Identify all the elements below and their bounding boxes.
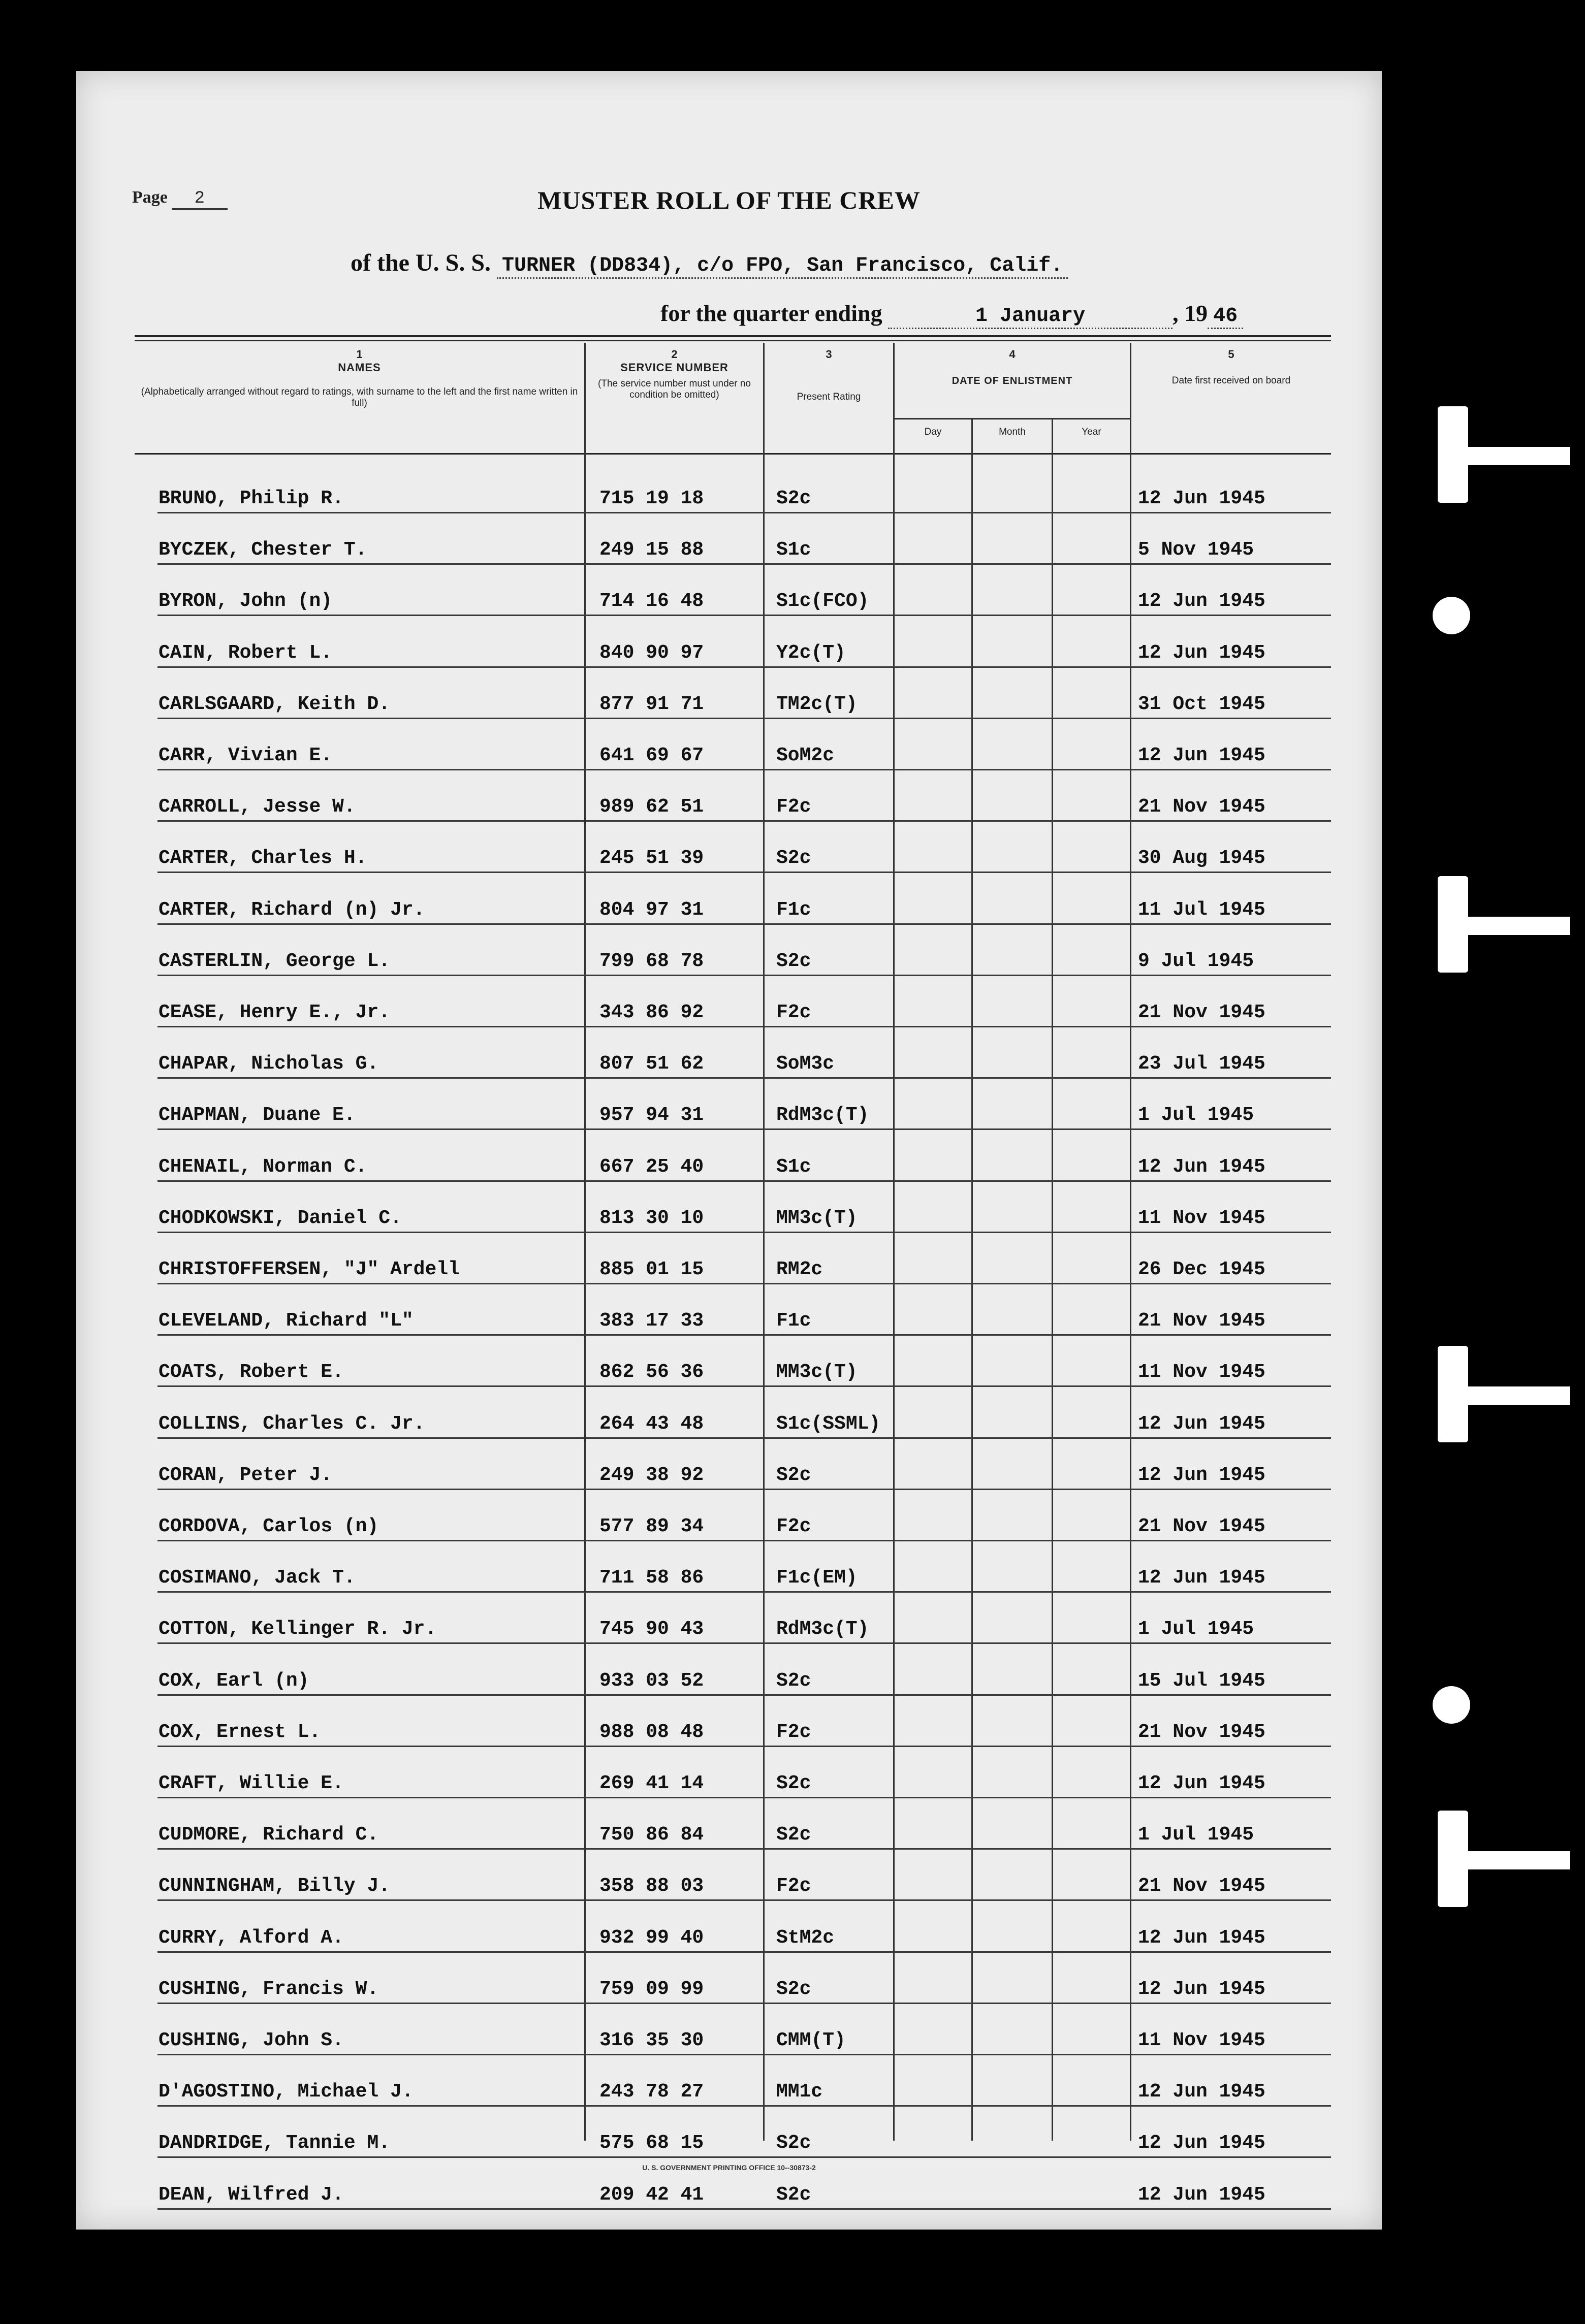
col-header-received: [1131, 348, 1331, 386]
col-title: DATE OF ENLISTMENT: [952, 375, 1073, 386]
page-number: 2: [172, 189, 228, 210]
service-number: 245 51 39: [599, 847, 704, 869]
table-row: [76, 1233, 1382, 1284]
present-rating: RdM3c(T): [776, 1104, 869, 1126]
year-suffix: 46: [1208, 305, 1243, 329]
crew-name: BYCZEK, Chester T.: [158, 539, 367, 561]
present-rating: F2c: [776, 1515, 811, 1537]
ship-name: TURNER (DD834), c/o FPO, San Francisco, Calif.: [497, 254, 1068, 279]
crew-name: COSIMANO, Jack T.: [158, 1567, 356, 1589]
crew-name: CUDMORE, Richard C.: [158, 1824, 379, 1846]
service-number: 316 35 30: [599, 2029, 704, 2051]
date-received: 21 Nov 1945: [1138, 1515, 1265, 1537]
table-row: [76, 1644, 1382, 1696]
crew-name: COATS, Robert E.: [158, 1361, 344, 1383]
table-row: [76, 1696, 1382, 1747]
col-header-service: [586, 348, 763, 401]
service-number: 209 42 41: [599, 2183, 704, 2206]
service-number: 804 97 31: [599, 898, 704, 921]
crew-name: CUNNINGHAM, Billy J.: [158, 1875, 391, 1897]
quarter-date: 1 January: [888, 305, 1172, 329]
printer-footer: U. S. GOVERNMENT PRINTING OFFICE 10--30873-2: [642, 2164, 816, 2172]
quarter-label: for the quarter ending: [660, 300, 882, 326]
service-number: 813 30 10: [599, 1207, 704, 1229]
crew-name: CARROLL, Jesse W.: [158, 796, 356, 818]
service-number: 799 68 78: [599, 950, 704, 972]
present-rating: MM3c(T): [776, 1361, 858, 1383]
crew-name: BRUNO, Philip R.: [158, 488, 344, 509]
table-row: [76, 1027, 1382, 1079]
service-number: 269 41 14: [599, 1772, 704, 1794]
service-number: 862 56 36: [599, 1361, 704, 1383]
punch-hole: [1433, 597, 1470, 634]
present-rating: SoM3c: [776, 1053, 835, 1075]
date-received: 12 Jun 1945: [1138, 1978, 1265, 2000]
crew-name: CHENAIL, Norman C.: [158, 1155, 367, 1178]
col-number: 4: [1009, 348, 1016, 361]
crew-name: CHAPMAN, Duane E.: [158, 1104, 356, 1126]
quarter-line: [660, 300, 1243, 329]
present-rating: RM2c: [776, 1258, 823, 1280]
col-number: 2: [671, 348, 678, 361]
present-rating: S2c: [776, 1772, 811, 1794]
service-number: 745 90 43: [599, 1618, 704, 1640]
crew-name: CUSHING, Francis W.: [158, 1978, 379, 2000]
date-received: 21 Nov 1945: [1138, 1721, 1265, 1743]
table-row: [76, 513, 1382, 565]
enlistment-subrule: [893, 418, 1130, 419]
table-row: [76, 822, 1382, 873]
present-rating: S1c: [776, 539, 811, 561]
service-number: 714 16 48: [599, 590, 704, 612]
date-received: 21 Nov 1945: [1138, 1002, 1265, 1023]
table-row: [76, 565, 1382, 616]
present-rating: MM3c(T): [776, 1207, 858, 1229]
crew-name: COLLINS, Charles C. Jr.: [158, 1412, 425, 1435]
ship-prefix: of the U. S. S.: [351, 249, 491, 276]
present-rating: Y2c(T): [776, 641, 846, 664]
present-rating: S2c: [776, 2183, 811, 2206]
table-row: [76, 2055, 1382, 2107]
ship-line: [351, 249, 1068, 277]
service-number: 667 25 40: [599, 1155, 704, 1178]
present-rating: S2c: [776, 1669, 811, 1692]
header-rule-bottom: [135, 453, 1331, 455]
present-rating: S2c: [776, 2132, 811, 2154]
crew-name: COX, Earl (n): [158, 1669, 309, 1692]
service-number: 358 88 03: [599, 1875, 704, 1897]
date-received: 21 Nov 1945: [1138, 1310, 1265, 1332]
col-subtitle: Month: [999, 427, 1026, 437]
table-row: [76, 617, 1382, 668]
service-number: 264 43 48: [599, 1412, 704, 1435]
table-row: [76, 668, 1382, 719]
service-number: 957 94 31: [599, 1104, 704, 1126]
col-title: SERVICE NUMBER: [620, 361, 728, 374]
present-rating: F2c: [776, 796, 811, 818]
table-row: [76, 462, 1382, 513]
present-rating: SoM2c: [776, 745, 835, 766]
present-rating: F1c: [776, 898, 811, 921]
date-received: 1 Jul 1945: [1138, 1824, 1254, 1846]
date-received: 5 Nov 1945: [1138, 539, 1254, 561]
punch-hole: [1433, 1686, 1470, 1724]
col-title: Date first received on board: [1171, 375, 1291, 386]
date-received: 12 Jun 1945: [1138, 1772, 1265, 1794]
service-number: 759 09 99: [599, 1978, 704, 2000]
table-row: [76, 1079, 1382, 1130]
crew-name: CURRY, Alford A.: [158, 1926, 344, 1949]
crew-name: DANDRIDGE, Tannie M.: [158, 2132, 391, 2154]
binder-tab-stem: [1463, 917, 1570, 935]
table-row: [76, 1953, 1382, 2004]
present-rating: F2c: [776, 1721, 811, 1743]
col-title: NAMES: [338, 361, 381, 374]
present-rating: S2c: [776, 488, 811, 509]
date-received: 21 Nov 1945: [1138, 1875, 1265, 1897]
crew-name: CHAPAR, Nicholas G.: [158, 1053, 379, 1075]
table-row: [76, 2107, 1382, 2158]
table-row: [76, 1798, 1382, 1850]
crew-name: CRAFT, Willie E.: [158, 1772, 344, 1794]
date-received: 12 Jun 1945: [1138, 1567, 1265, 1589]
date-received: 11 Jul 1945: [1138, 898, 1265, 921]
date-received: 12 Jun 1945: [1138, 1464, 1265, 1486]
table-row: [76, 1593, 1382, 1644]
service-number: 988 08 48: [599, 1721, 704, 1743]
binder-tab-stem: [1463, 1386, 1570, 1405]
crew-name: CORAN, Peter J.: [158, 1464, 333, 1486]
col-subtitle: Day: [924, 427, 942, 437]
present-rating: S2c: [776, 950, 811, 972]
table-row: [76, 976, 1382, 1027]
col-header-names: [135, 348, 584, 409]
date-received: 1 Jul 1945: [1138, 1104, 1254, 1126]
date-received: 12 Jun 1945: [1138, 590, 1265, 612]
crew-name: CARR, Vivian E.: [158, 745, 333, 766]
crew-name: BYRON, John (n): [158, 590, 333, 612]
present-rating: F1c: [776, 1310, 811, 1332]
service-number: 750 86 84: [599, 1824, 704, 1846]
date-received: 12 Jun 1945: [1138, 1155, 1265, 1178]
crew-name: CLEVELAND, Richard "L": [158, 1310, 414, 1332]
present-rating: RdM3c(T): [776, 1618, 869, 1640]
col-number: 3: [826, 348, 832, 361]
present-rating: F1c(EM): [776, 1567, 858, 1589]
crew-name: CUSHING, John S.: [158, 2029, 344, 2051]
col-header-day: [895, 427, 971, 438]
table-row: [76, 925, 1382, 976]
crew-name: CASTERLIN, George L.: [158, 950, 391, 972]
year-prefix: , 19: [1172, 300, 1208, 326]
service-number: 641 69 67: [599, 745, 704, 766]
date-received: 12 Jun 1945: [1138, 641, 1265, 664]
service-number: 577 89 34: [599, 1515, 704, 1537]
date-received: 9 Jul 1945: [1138, 950, 1254, 972]
service-number: 807 51 62: [599, 1053, 704, 1075]
col-number: 1: [356, 348, 363, 361]
col-header-month: [973, 427, 1052, 438]
date-received: 11 Nov 1945: [1138, 1207, 1265, 1229]
service-number: 249 15 88: [599, 539, 704, 561]
crew-name: D'AGOSTINO, Michael J.: [158, 2081, 414, 2103]
col-note: (The service number must under no condition be omitted): [598, 378, 751, 400]
col-title: Present Rating: [797, 392, 861, 402]
service-number: 575 68 15: [599, 2132, 704, 2154]
service-number: 343 86 92: [599, 1002, 704, 1023]
date-received: 12 Jun 1945: [1138, 488, 1265, 509]
date-received: 26 Dec 1945: [1138, 1258, 1265, 1280]
crew-name: CEASE, Henry E., Jr.: [158, 1002, 391, 1023]
service-number: 933 03 52: [599, 1669, 704, 1692]
table-row: [76, 2004, 1382, 2055]
page-title: [76, 185, 1382, 215]
present-rating: MM1c: [776, 2081, 823, 2103]
present-rating: S2c: [776, 1464, 811, 1486]
col-header-enlistment: [895, 348, 1130, 387]
col-number: 5: [1228, 348, 1234, 361]
crew-name: CHODKOWSKI, Daniel C.: [158, 1207, 402, 1229]
present-rating: S1c(FCO): [776, 590, 869, 612]
document-page: [76, 71, 1382, 2230]
table-row: [76, 1901, 1382, 1953]
crew-name: CARTER, Charles H.: [158, 847, 367, 869]
table-row: [76, 1336, 1382, 1387]
date-received: 11 Nov 1945: [1138, 1361, 1265, 1383]
present-rating: S2c: [776, 847, 811, 869]
col-header-rating: [765, 348, 893, 403]
service-number: 885 01 15: [599, 1258, 704, 1280]
service-number: 989 62 51: [599, 796, 704, 818]
date-received: 12 Jun 1945: [1138, 745, 1265, 766]
date-received: 12 Jun 1945: [1138, 2183, 1265, 2206]
present-rating: F2c: [776, 1002, 811, 1023]
table-row: [76, 874, 1382, 925]
present-rating: S2c: [776, 1978, 811, 2000]
col-subtitle: Year: [1082, 427, 1101, 437]
present-rating: S2c: [776, 1824, 811, 1846]
service-number: 715 19 18: [599, 488, 704, 509]
service-number: 383 17 33: [599, 1310, 704, 1332]
date-received: 31 Oct 1945: [1138, 693, 1265, 715]
date-received: 21 Nov 1945: [1138, 796, 1265, 818]
crew-name: CORDOVA, Carlos (n): [158, 1515, 379, 1537]
service-number: 249 38 92: [599, 1464, 704, 1486]
table-row: [76, 770, 1382, 822]
service-number: 711 58 86: [599, 1567, 704, 1589]
crew-name: CHRISTOFFERSEN, "J" Ardell: [158, 1258, 460, 1280]
date-received: 23 Jul 1945: [1138, 1053, 1265, 1075]
table-row: [76, 1284, 1382, 1336]
service-number: 932 99 40: [599, 1926, 704, 1949]
date-received: 1 Jul 1945: [1138, 1618, 1254, 1640]
crew-name: COTTON, Kellinger R. Jr.: [158, 1618, 437, 1640]
date-received: 12 Jun 1945: [1138, 1412, 1265, 1435]
binder-tab-stem: [1463, 447, 1570, 465]
crew-name: CARLSGAARD, Keith D.: [158, 693, 391, 715]
table-row: [76, 1387, 1382, 1439]
table-row: [76, 1490, 1382, 1541]
present-rating: S1c: [776, 1155, 811, 1178]
crew-name: COX, Ernest L.: [158, 1721, 321, 1743]
date-received: 11 Nov 1945: [1138, 2029, 1265, 2051]
present-rating: F2c: [776, 1875, 811, 1897]
service-number: 877 91 71: [599, 693, 704, 715]
date-received: 15 Jul 1945: [1138, 1669, 1265, 1692]
table-row: [76, 1131, 1382, 1182]
date-received: 12 Jun 1945: [1138, 1926, 1265, 1949]
service-number: 243 78 27: [599, 2081, 704, 2103]
service-number: 840 90 97: [599, 641, 704, 664]
title-text: MUSTER ROLL OF THE CREW: [537, 186, 921, 214]
present-rating: TM2c(T): [776, 693, 858, 715]
row-rule: [157, 2208, 1331, 2210]
col-note: (Alphabetically arranged without regard to ratings, with surname to the left and the first name written in full): [141, 386, 578, 408]
table-row: [76, 1439, 1382, 1490]
date-received: 30 Aug 1945: [1138, 847, 1265, 869]
present-rating: StM2c: [776, 1926, 835, 1949]
page-label: Page: [132, 188, 168, 207]
table-row: [76, 1541, 1382, 1593]
crew-name: CARTER, Richard (n) Jr.: [158, 898, 425, 921]
date-received: 12 Jun 1945: [1138, 2132, 1265, 2154]
header-rule-top-2: [135, 340, 1331, 341]
table-row: [76, 1747, 1382, 1798]
table-row: [76, 1182, 1382, 1233]
present-rating: CMM(T): [776, 2029, 846, 2051]
table-row: [76, 1850, 1382, 1901]
binder-tab-stem: [1463, 1851, 1570, 1869]
table-row: [76, 719, 1382, 770]
header-rule-top: [135, 335, 1331, 337]
col-header-year: [1053, 427, 1130, 438]
crew-name: CAIN, Robert L.: [158, 641, 333, 664]
date-received: 12 Jun 1945: [1138, 2081, 1265, 2103]
present-rating: S1c(SSML): [776, 1412, 881, 1435]
crew-name: DEAN, Wilfred J.: [158, 2183, 344, 2206]
